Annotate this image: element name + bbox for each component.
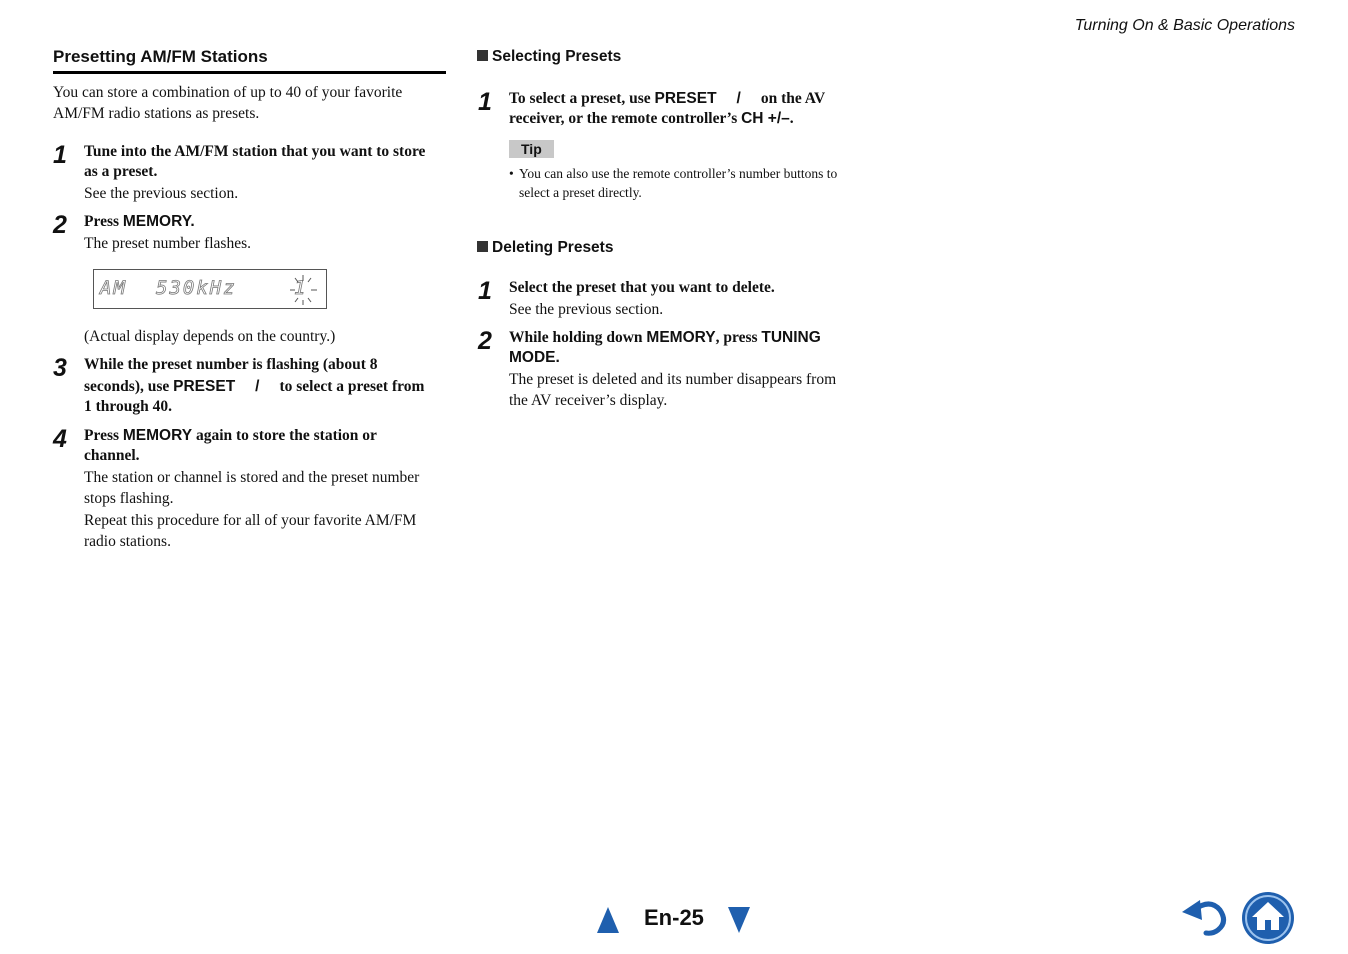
tip-badge: Tip xyxy=(509,140,554,158)
intro-text xyxy=(53,83,402,124)
tip-line: You can also use the remote controller’s number buttons to xyxy=(519,166,838,181)
step-2 xyxy=(84,212,454,255)
step-heading: Tune into the AM/FM station that you want to store xyxy=(84,143,426,160)
step-heading: receiver, or the remote controller’s xyxy=(509,110,742,127)
step-number: 3 xyxy=(53,354,67,382)
memory-key-label: MEMORY. xyxy=(122,213,195,230)
step-note: See the previous section. xyxy=(84,185,239,202)
step-heading: Press xyxy=(84,427,123,444)
step-heading: To select a preset, use xyxy=(509,90,655,107)
mode-key-label: MODE. xyxy=(509,349,560,366)
key-separator: / xyxy=(255,378,260,395)
step-note: the AV receiver’s display. xyxy=(509,391,668,409)
step-heading: Press xyxy=(84,213,123,230)
step-1 xyxy=(84,142,454,205)
step-number: 4 xyxy=(53,425,67,453)
step-heading: seconds), use xyxy=(84,378,174,395)
lcd-preset-number: 1 xyxy=(294,277,308,299)
home-icon[interactable] xyxy=(1240,890,1296,946)
tuning-key-label: TUNING xyxy=(761,329,821,346)
step-heading: . xyxy=(789,110,794,127)
intro-line: You can store a combination of up to 40 of your favorite xyxy=(53,84,403,101)
step-number: 1 xyxy=(478,88,492,116)
section-title: Presetting AM/FM Stations xyxy=(53,47,268,66)
memory-key-label: MEMORY xyxy=(122,427,193,444)
ch-key-label: CH +/– xyxy=(741,110,790,127)
square-bullet-icon xyxy=(477,50,488,61)
step-heading: on the AV xyxy=(760,90,826,107)
step-note: See the previous section. xyxy=(509,301,664,318)
step-note: The station or channel is stored and the preset number xyxy=(84,469,420,486)
tip-line: select a preset directly. xyxy=(519,185,642,200)
step-number: 1 xyxy=(478,277,492,305)
square-bullet-icon xyxy=(477,241,488,252)
step-heading: as a preset. xyxy=(84,163,158,180)
intro-line: AM/FM radio stations as presets. xyxy=(53,104,260,122)
flash-icon xyxy=(286,274,320,306)
memory-key-label: MEMORY xyxy=(646,329,716,346)
step-heading: to select a preset from xyxy=(279,378,425,395)
key-separator: / xyxy=(736,90,741,107)
step-note: The preset number flashes. xyxy=(84,235,251,252)
step-heading: Select the preset that you want to delete. xyxy=(509,279,775,296)
down-arrow-icon[interactable] xyxy=(727,906,751,934)
display-caption: (Actual display depends on the country.) xyxy=(84,328,336,345)
subsection-title xyxy=(477,48,621,66)
title-rule xyxy=(53,71,446,74)
running-header: Turning On & Basic Operations xyxy=(1074,17,1295,34)
page-number: En-25 xyxy=(644,905,704,930)
delete-step-2 xyxy=(509,328,879,411)
subsection-title-text: Deleting Presets xyxy=(492,239,614,256)
step-heading: 1 through 40. xyxy=(84,398,172,415)
step-3 xyxy=(84,355,454,417)
step-note: radio stations. xyxy=(84,532,171,550)
return-icon[interactable] xyxy=(1180,896,1230,938)
step-heading: , press xyxy=(715,329,762,346)
lcd-display xyxy=(93,269,327,309)
preset-key-label: PRESET xyxy=(173,378,236,395)
preset-key-label: PRESET xyxy=(654,90,717,107)
tip-text xyxy=(509,164,837,202)
delete-step-1 xyxy=(509,278,879,321)
step-heading: While the preset number is flashing (about 8 xyxy=(84,356,378,373)
up-arrow-icon[interactable] xyxy=(596,906,620,934)
step-note: The preset is deleted and its number disappears from xyxy=(509,371,837,388)
subsection-title-text: Selecting Presets xyxy=(492,48,622,65)
lcd-mode: AM xyxy=(100,277,127,299)
lcd-frequency: 530kHz xyxy=(156,277,237,299)
step-number: 2 xyxy=(478,327,492,355)
step-number: 2 xyxy=(53,211,67,239)
subsection-title xyxy=(477,239,613,257)
step-number: 1 xyxy=(53,141,67,169)
step-note: Repeat this procedure for all of your favorite AM/FM xyxy=(84,512,417,529)
bullet: • xyxy=(509,166,514,181)
step-heading: channel. xyxy=(84,447,140,464)
select-step-1 xyxy=(509,89,879,129)
step-heading: again to store the station or xyxy=(192,427,377,444)
step-heading: While holding down xyxy=(509,329,647,346)
step-4 xyxy=(84,426,454,552)
step-note: stops flashing. xyxy=(84,489,174,507)
